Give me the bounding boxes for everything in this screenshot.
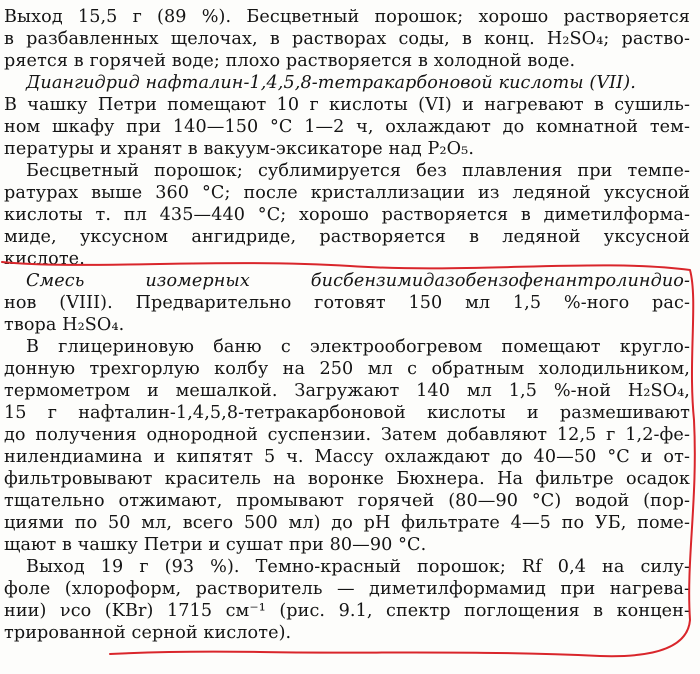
text-line: 15 г нафталин-1,4,5,8-тетракарбоновой кислоты и размешивают <box>4 403 690 423</box>
text-line: трированной серной кислоте). <box>4 623 292 643</box>
text-line: термометром и мешалкой. Загружают 140 мл 1,5 %-ной H₂SO₄, <box>4 381 690 401</box>
text-line: твора H₂SO₄. <box>4 315 125 335</box>
text-line: пературы и хранят в вакуум-эксикаторе над P₂O₅. <box>4 139 475 159</box>
text-line: нии) νco (KBr) 1715 см⁻¹ (рис. 9.1, спектр поглощения в концен- <box>4 601 690 621</box>
text-line: фоле (хлороформ, растворитель — диметилформамид при нагрева- <box>4 579 690 599</box>
text-line: В чашку Петри помещают 10 г кислоты (VI) и нагревают в сушиль- <box>4 95 690 115</box>
text-line: миде, уксусном ангидриде, растворяется в ледяной уксусной <box>4 227 690 247</box>
text-line: ряется в горячей воде; плохо растворяется в холодной воде. <box>4 51 576 71</box>
text-line: Выход 15,5 г (89 %). Бесцветный порошок; хорошо растворяется <box>4 7 690 27</box>
text-line: Выход 19 г (93 %). Темно-красный порошок; Rf 0,4 на силу- <box>26 557 690 577</box>
text-line: до получения однородной суспензии. Затем добавляют 12,5 г 1,2-фе- <box>4 425 690 445</box>
text-line: нилендиамина и кипятят 5 ч. Массу охлаждают до 40—50 °С и от- <box>4 447 690 467</box>
text-line: ратурах выше 360 °С; после кристаллизации из ледяной уксусной <box>4 183 690 203</box>
text-line: кислоте. <box>4 249 85 269</box>
text-line: донную трехгорлую колбу на 250 мл с обратным холодильником, <box>4 359 690 379</box>
text-line: Бесцветный порошок; сублимируется без плавления при темпе- <box>26 161 690 181</box>
text-line: кислоты т. пл 435—440 °С; хорошо растворяется в диметилформа- <box>4 205 690 225</box>
text-line: нов (VIII). Предварительно готовят 150 мл 1,5 %-ного рас- <box>4 293 690 313</box>
text-line: ном шкафу при 140—150 °С 1—2 ч, охлаждают до комнатной тем- <box>4 117 690 137</box>
text-line: в разбавленных щелочах, в растворах соды, в конц. H₂SO₄; раство- <box>4 29 690 49</box>
heading-dianhydride: Диангидрид нафталин-1,4,5,8-тетракарбоновой кислоты (VII). <box>26 73 636 93</box>
text-line: тщательно отжимают, промывают горячей (80—90 °С) водой (пор- <box>4 491 690 511</box>
text-line: В глицериновую баню с электрообогревом помещают кругло- <box>26 337 690 357</box>
text-line: щают в чашку Петри и сушат при 80—90 °С. <box>4 535 427 555</box>
text-line: циями по 50 мл, всего 500 мл) до pH фильтрате 4—5 по УБ, поме- <box>4 513 690 533</box>
text-line: фильтровывают краситель на воронке Бюхнера. На фильтре осадок <box>4 469 690 489</box>
heading-mixture: Смесь изомерных бисбензимидазобензофенантролиндио- <box>26 271 690 291</box>
